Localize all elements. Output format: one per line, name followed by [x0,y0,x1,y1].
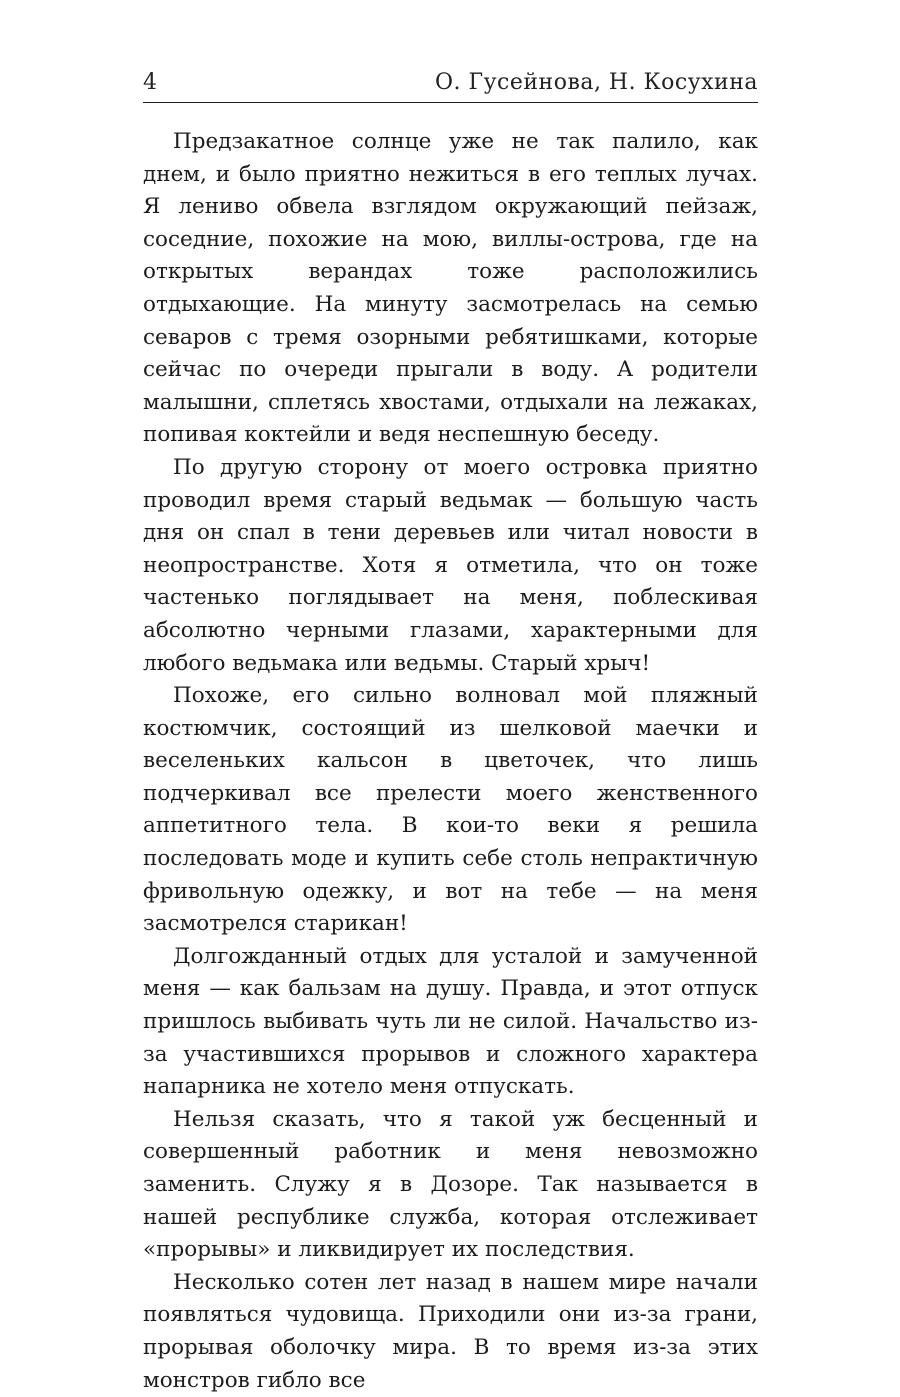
paragraph: По другую сторону от моего островка приятно проводил время старый ведьмак — большую часть дня он спал в тени деревьев или читал новости в неопространстве. Хотя я отметила, что он тоже частенько поглядывает на меня, поблескивая абсолютно черными глазами, характерными для любого ведьмака или ведьмы. Старый хрыч! [143,454,758,676]
paragraph: Несколько сотен лет назад в нашем мире начали появляться чудовища. Приходили они из-за грани, прорывая оболочку мира. В то время из-за этих монстров гибло все [143,1269,758,1393]
paragraph: Долгожданный отдых для усталой и замученной меня — как бальзам на душу. Правда, и этот отпуск пришлось выбивать чуть ли не силой. Начальство из-за участившихся прорывов и сложного характера напарника не хотело меня отпускать. [143,943,758,1100]
page-number: 4 [143,70,158,95]
book-page [143,0,758,1393]
paragraph: Нельзя сказать, что я такой уж бесценный и совершенный работник и меня невозможно заменить. Служу я в Дозоре. Так называется в нашей республике служба, которая отслеживает «прорывы» и ликвидирует их последствия. [143,1106,758,1263]
running-header [143,68,758,103]
paragraph: Предзакатное солнце уже не так палило, как днем, и было приятно нежиться в его теплых лучах. Я лениво обвела взглядом окружающий пейзаж, соседние, похожие на мою, виллы-острова, где на открытых верандах тоже расположились отдыхающие. На минуту засмотрелась на семью севаров с тремя озорными ребятишками, которые сейчас по очереди прыгали в воду. А родители малышни, сплетясь хвостами, отдыхали на лежаках, попивая коктейли и ведя неспешную беседу. [143,129,758,448]
body-text [143,126,758,1397]
header-authors: О. Гусейнова, Н. Косухина [435,70,758,95]
paragraph: Похоже, его сильно волновал мой пляжный костюмчик, состоящий из шелковой маечки и веселеньких кальсон в цветочек, что лишь подчеркивал все прелести моего женственного аппетитного тела. В кои-то веки я решила последовать моде и купить себе столь непрактичную фривольную одежку, и вот на тебе — на меня засмотрелся старикан! [143,683,758,937]
